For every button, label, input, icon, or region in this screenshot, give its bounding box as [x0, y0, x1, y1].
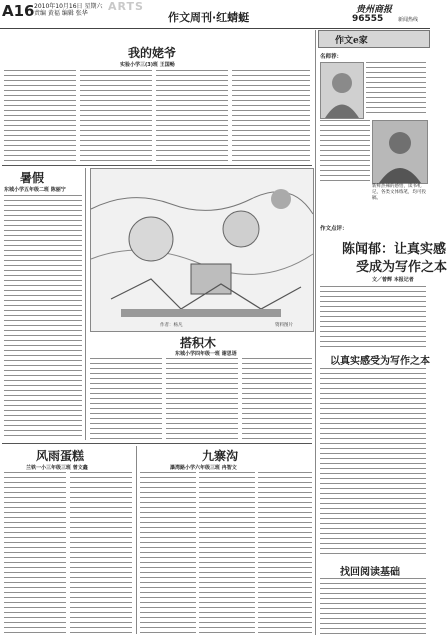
section-title: 作文周刊·红蜻蜓	[168, 11, 250, 24]
article-title-jiuzhaigou: 九寨沟	[202, 449, 239, 463]
sidebar-column-title: 作文e家	[335, 36, 368, 46]
article-body-shujia	[4, 195, 82, 440]
feature-body-section2	[320, 578, 426, 634]
teacher-label: 名师荐：	[320, 54, 343, 60]
article-body-col4	[232, 70, 310, 162]
drawing-caption: 作者：杨凡	[160, 323, 183, 328]
hotline-label: 新闻热线	[398, 17, 419, 23]
article-title-daji-mu: 搭积木	[180, 336, 217, 350]
avatar-icon	[321, 63, 363, 118]
issue-date: 2010年10月16日 星期六	[34, 3, 103, 10]
article-body-col3	[242, 358, 312, 440]
drawing-illustration	[91, 169, 313, 331]
article-byline-shujia: 东城小学五年级二班 陈丽宁	[4, 187, 66, 193]
feature-title-line1: 陈闻郁：让真实感	[342, 242, 447, 257]
children-drawing-image	[90, 168, 314, 332]
feature-body-section1	[320, 368, 426, 558]
article-body-col1	[4, 472, 66, 634]
article-byline-fengyu-dan: 兰铁一小三年级三班 曾文鑫	[26, 465, 88, 471]
sidebar-column-header	[318, 30, 430, 48]
article-body-col1	[140, 472, 196, 634]
article-body-col3	[258, 472, 312, 634]
article-separator	[2, 165, 312, 166]
paper-name: 贵州商报	[356, 5, 393, 15]
avatar-icon	[373, 121, 427, 183]
feature-byline: 文／曾辉 本报记者	[372, 277, 414, 283]
article-body-col3	[156, 70, 228, 162]
drawing-source: 资料图片	[275, 323, 293, 328]
student-photo	[372, 120, 428, 184]
page-number: A16	[2, 2, 35, 20]
date-line	[34, 3, 102, 17]
feature-subtitle-2: 找回阅读基础	[340, 567, 400, 578]
article-separator	[2, 443, 312, 444]
article-separator	[136, 446, 137, 634]
feature-title-line2: 受成为写作之本	[356, 260, 447, 275]
article-body-col2	[70, 472, 132, 634]
feature-body-intro	[320, 286, 426, 348]
sidebar-divider	[315, 30, 316, 635]
article-body-col1	[90, 358, 162, 440]
commentary-label: 作文点评：	[320, 226, 348, 232]
article-title-fengyu-dan: 风雨蛋糕	[36, 449, 85, 463]
teacher-photo	[320, 62, 364, 119]
editor-credit: 责编 黄福 编辑 张华	[34, 10, 88, 17]
article-byline-wode-laoye: 实验小学三(3)班 王国畅	[120, 62, 175, 68]
article-title-wode-laoye: 我的姥爷	[128, 46, 177, 60]
article-title-shujia: 暑假	[20, 171, 45, 185]
article-body-col2	[80, 70, 152, 162]
feature-subtitle-1: 以真实感受为写作之本	[330, 356, 430, 367]
hotline-number: 96555	[352, 14, 384, 24]
article-byline-jiuzhaigou: 瀑湾路小学六年级三班 冉智文	[170, 465, 237, 471]
article-body-col2	[199, 472, 255, 634]
article-body-col2	[166, 358, 238, 440]
photo-caption: 新鲜热辣的感悟，读书札记，各类文体练笔，均可投稿。	[372, 184, 426, 201]
article-body-col1	[4, 70, 76, 162]
teacher-quote-text	[320, 120, 370, 182]
teacher-intro-text	[366, 62, 426, 116]
article-separator	[85, 168, 86, 440]
article-byline-daji-mu: 东城小学四年级一班 谢思语	[175, 351, 237, 357]
section-watermark: ARTS	[108, 0, 144, 13]
